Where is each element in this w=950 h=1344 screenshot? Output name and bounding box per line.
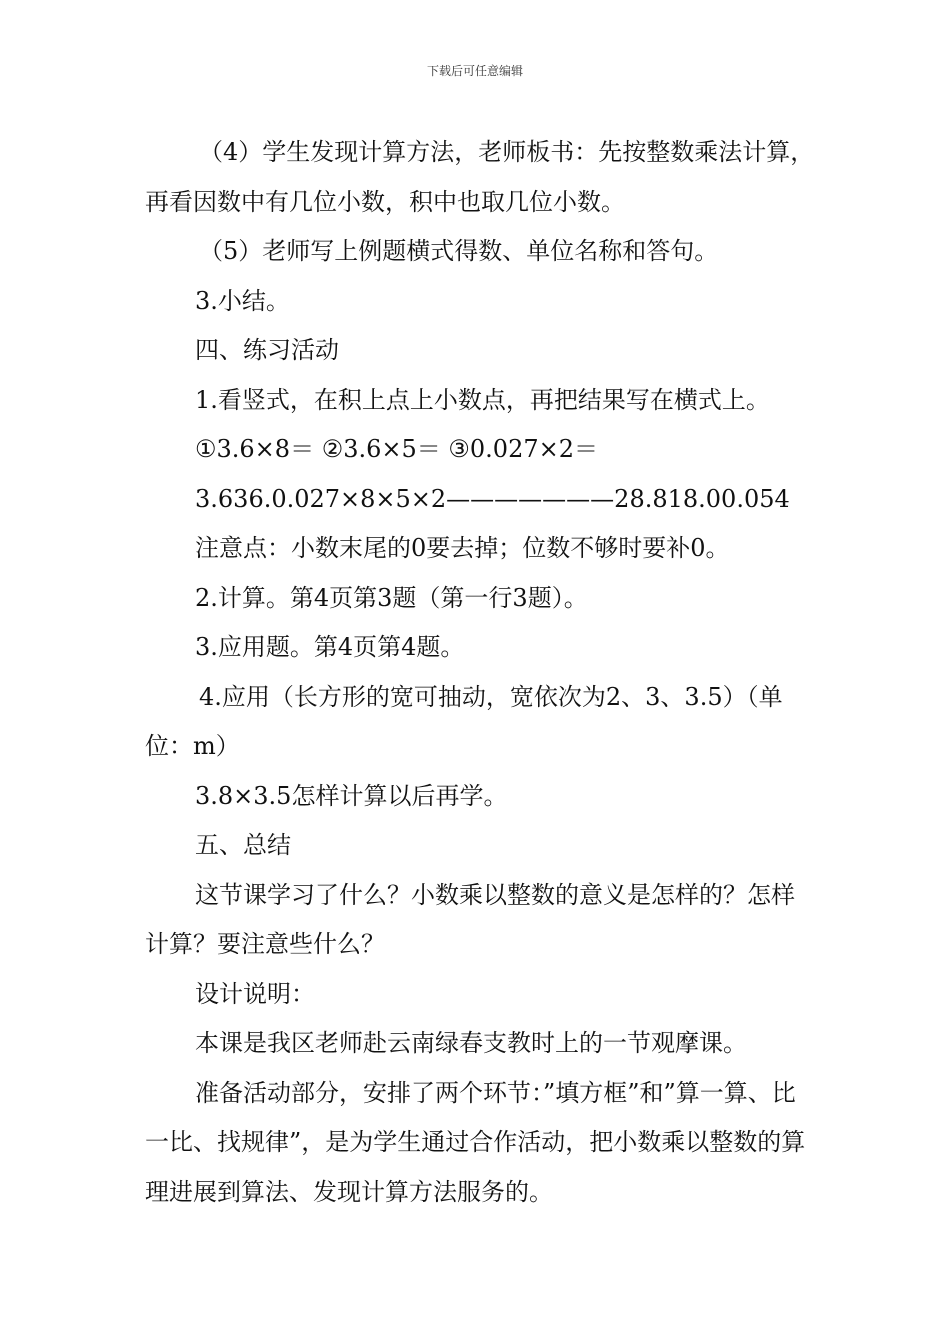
paragraph-conclusion-questions: 这节课学习了什么？小数乘以整数的意义是怎样的？怎样计算？要注意些什么？: [145, 880, 795, 958]
paragraph-exercises: ①3.6×8＝ ②3.6×5＝ ③0.027×2＝: [195, 435, 598, 463]
section-heading-practice: 四、练习活动: [195, 336, 339, 364]
paragraph-practice-1: 1.看竖式，在积上点上小数点，再把结果写在横式上。: [195, 385, 770, 414]
document-body: [145, 128, 815, 1217]
paragraph-summary: 3.小结。: [195, 286, 290, 315]
page-header-note: 下载后可任意编辑: [426, 64, 523, 78]
paragraph-notes: 注意点：小数末尾的0要去掉；位数不够时要补0。: [195, 534, 730, 562]
paragraph-practice-4: 4.应用（长方形的宽可抽动，宽依次为2、3、3.5）（单位：m）: [145, 682, 783, 760]
paragraph-design-intro: 本课是我区老师赴云南绿春支教时上的一节观摩课。: [195, 1029, 747, 1057]
paragraph-practice-2: 2.计算。第4页第3题（第一行3题）。: [195, 583, 588, 612]
paragraph-practice-3: 3.应用题。第4页第4题。: [195, 633, 465, 661]
paragraph-step-4: （4）学生发现计算方法，老师板书：先按整数乘法计算，再看因数中有几位小数，积中也取几位小数。: [145, 138, 815, 216]
paragraph-design-detail: 准备活动部分，安排了两个环节：”填方框”和”算一算、比一比、找规律”，是为学生通过合作活动，把小数乘以整数的算理进展到算法、发现计算方法服务的。: [145, 1078, 806, 1206]
section-heading-conclusion: 五、总结: [195, 831, 291, 859]
paragraph-answers: 3.636.0.027×8×5×2———————28.818.00.054: [195, 484, 790, 513]
paragraph-design-label: 设计说明：: [195, 979, 315, 1008]
paragraph-step-5: （5）老师写上例题横式得数、单位名称和答句。: [199, 237, 719, 265]
paragraph-later-study: 3.8×3.5怎样计算以后再学。: [195, 781, 508, 810]
